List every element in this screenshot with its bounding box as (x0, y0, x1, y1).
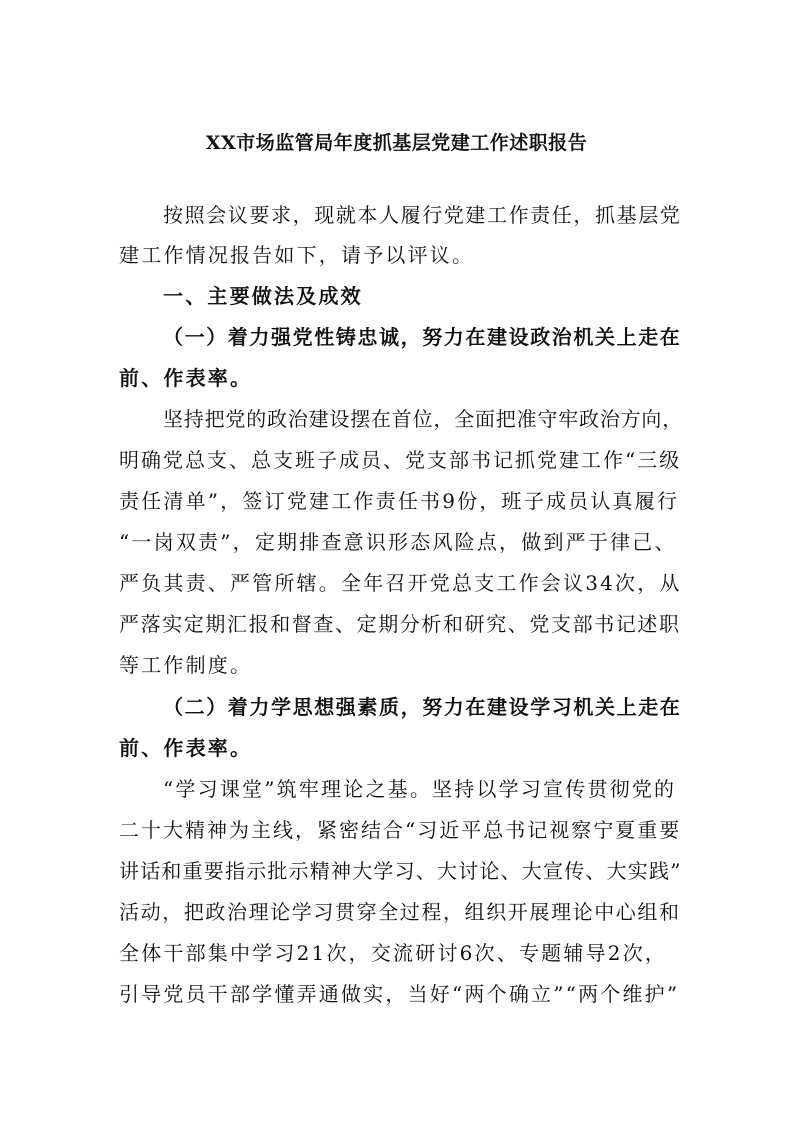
paragraph-line: 明确党总支、总支班子成员、党支部书记抓党建工作“三级 (119, 448, 682, 472)
paragraph-line: 引导党员干部学懂弄通做实，当好“两个确立”“两个维护” (119, 982, 680, 1006)
paragraph-line: 严落实定期汇报和督查、定期分析和研究、党支部书记述职 (119, 612, 681, 636)
paragraph-line: 坚持把党的政治建设摆在首位，全面把准守牢政治方向， (163, 407, 683, 431)
paragraph-line: “学习课堂”筑牢理论之基。坚持以学习宣传贯彻党的 (163, 777, 677, 801)
subsection-heading: （二）着力学思想强素质，努力在建设学习机关上走在 (163, 695, 682, 719)
paragraph-line: 严负其责、严管所辖。全年召开党总支工作会议34次，从 (119, 571, 682, 595)
paragraph-line: “一岗双责”，定期排查意识形态风险点，做到严于律己、 (119, 530, 677, 554)
section-heading: 一、主要做法及成效 (163, 284, 363, 308)
paragraph-line: 按照会议要求，现就本人履行党建工作责任，抓基层党 (163, 203, 682, 227)
paragraph-line: 讲话和重要指示批示精神大学习、大讨论、大宣传、大实践” (119, 859, 682, 883)
paragraph-line: 建工作情况报告如下，请予以评议。 (119, 243, 475, 267)
document-title: XX市场监管局年度抓基层党建工作述职报告 (205, 132, 588, 154)
paragraph-line: 二十大精神为主线，紧密结合“习近平总书记视察宁夏重要 (119, 818, 682, 842)
paragraph-line: 活动，把政治理论学习贯穿全过程，组织开展理论中心组和 (119, 900, 681, 924)
paragraph-line: 等工作制度。 (119, 653, 253, 677)
subsection-heading: 前、作表率。 (119, 736, 253, 760)
paragraph-line: 责任清单”，签订党建工作责任书9份，班子成员认真履行 (119, 489, 680, 513)
subsection-heading: 前、作表率。 (119, 366, 253, 390)
subsection-heading: （一）着力强党性铸忠诚，努力在建设政治机关上走在 (163, 325, 682, 349)
paragraph-line: 全体干部集中学习21次，交流研讨6次、专题辅导2次， (119, 941, 668, 965)
